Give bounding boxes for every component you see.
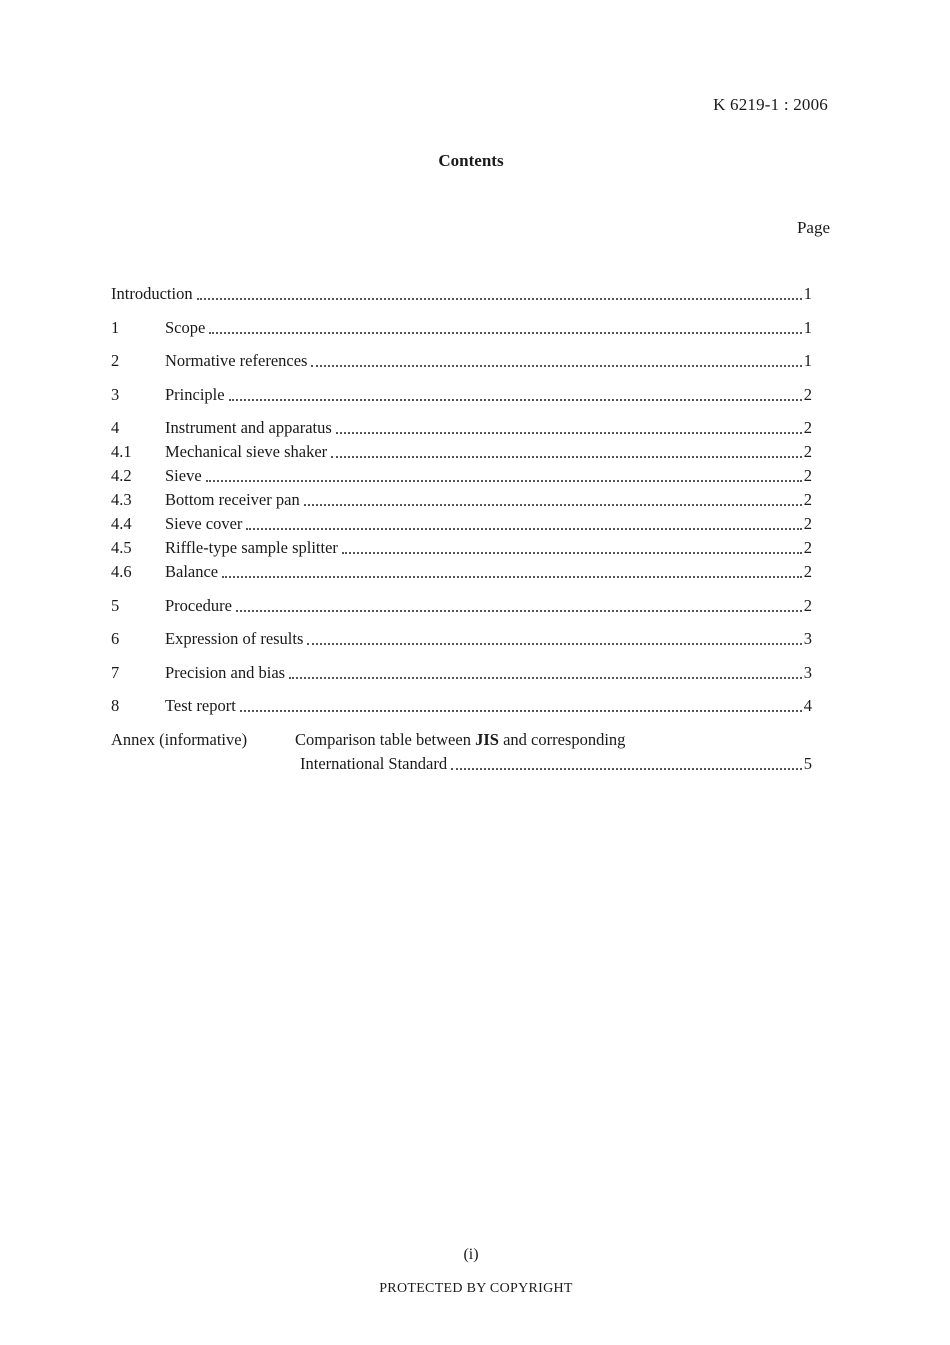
- annex-title: [295, 729, 625, 753]
- dot-leader: [229, 399, 802, 401]
- dot-leader: [236, 610, 802, 612]
- toc-entry-page: 2: [803, 466, 812, 485]
- toc-entry[interactable]: [111, 513, 812, 537]
- dot-leader: [240, 710, 802, 712]
- dot-leader: [307, 643, 801, 645]
- toc-entry-number: 4.3: [111, 490, 132, 509]
- dot-leader: [289, 677, 802, 679]
- toc-entry-page: 1: [803, 351, 812, 370]
- toc-entry-number: 4.6: [111, 562, 132, 581]
- toc-entry-page: 4: [803, 696, 812, 715]
- toc-entry-annex[interactable]: [111, 729, 812, 777]
- toc-entry-title: Expression of results: [165, 629, 304, 648]
- toc-entry-number: 4.1: [111, 442, 132, 461]
- table-of-contents: [111, 283, 812, 777]
- toc-entry[interactable]: [111, 662, 812, 686]
- toc-entry[interactable]: [111, 465, 812, 489]
- toc-entry-page: 1: [803, 317, 812, 337]
- toc-entry-number: 4: [111, 418, 120, 437]
- annex-title-part2: and corresponding: [498, 729, 626, 749]
- dot-leader: [451, 768, 802, 770]
- toc-entry-page: 3: [803, 629, 812, 648]
- page-number: (i): [463, 1246, 479, 1263]
- toc-entry-page: 2: [803, 490, 812, 509]
- toc-entry-introduction[interactable]: [111, 283, 812, 307]
- toc-entry[interactable]: [111, 441, 812, 465]
- toc-entry-page: 5: [803, 753, 812, 773]
- toc-entry-page: 2: [803, 514, 812, 533]
- toc-entry-number: 1: [111, 317, 120, 337]
- toc-entry[interactable]: [111, 695, 812, 719]
- dot-leader: [246, 528, 801, 530]
- toc-entry-page: 2: [803, 442, 812, 461]
- toc-entry-page: 2: [803, 418, 812, 437]
- toc-entry-title: Principle: [165, 384, 225, 404]
- dot-leader: [209, 332, 801, 334]
- toc-entry-title: Instrument and apparatus: [165, 418, 332, 437]
- toc-entry-title: Riffle-type sample splitter: [165, 538, 338, 557]
- toc-entry[interactable]: [111, 384, 812, 408]
- annex-label: Annex (informative): [111, 729, 248, 749]
- annex-title-line2: International Standard: [300, 753, 448, 773]
- toc-entry-title: Procedure: [165, 595, 232, 615]
- toc-entry-page: 2: [803, 384, 812, 404]
- toc-entry-page: 2: [803, 538, 812, 557]
- copyright-notice: PROTECTED BY COPYRIGHT: [379, 1281, 573, 1296]
- dot-leader: [331, 456, 802, 458]
- toc-entry-number: 6: [111, 629, 120, 648]
- toc-entry[interactable]: [111, 595, 812, 619]
- toc-entry-number: 8: [111, 696, 120, 715]
- toc-entry-page: 1: [803, 284, 812, 303]
- toc-entry-title: Balance: [165, 562, 219, 581]
- toc-entry[interactable]: [111, 561, 812, 585]
- toc-entry[interactable]: [111, 417, 812, 441]
- toc-entry[interactable]: [111, 350, 812, 374]
- toc-entry-number: 7: [111, 662, 120, 682]
- toc-entry-title: Test report: [165, 696, 236, 715]
- toc-entry-number: 4.5: [111, 538, 132, 557]
- toc-entry-title: Introduction: [111, 284, 193, 303]
- dot-leader: [304, 504, 802, 506]
- toc-entry-page: 2: [803, 562, 812, 581]
- toc-entry[interactable]: [111, 537, 812, 561]
- annex-title-jis: JIS: [475, 729, 499, 749]
- contents-heading: Contents: [438, 151, 504, 170]
- dot-leader: [336, 432, 802, 434]
- toc-entry-title: Precision and bias: [165, 662, 286, 682]
- page-column-label: Page: [796, 218, 830, 237]
- dot-leader: [342, 552, 802, 554]
- toc-entry-title: Sieve: [165, 466, 202, 485]
- toc-entry[interactable]: [111, 317, 812, 341]
- toc-entry[interactable]: [111, 489, 812, 513]
- toc-entry-page: 2: [803, 595, 812, 615]
- toc-entry-number: 4.4: [111, 514, 132, 533]
- dot-leader: [206, 480, 802, 482]
- toc-entry-page: 3: [803, 662, 812, 682]
- toc-entry-title: Bottom receiver pan: [165, 490, 300, 509]
- dot-leader: [311, 365, 801, 367]
- dot-leader: [222, 576, 802, 578]
- toc-entry[interactable]: [111, 628, 812, 652]
- document-id: K 6219-1 : 2006: [713, 95, 828, 114]
- toc-entry-title: Mechanical sieve shaker: [165, 442, 328, 461]
- toc-entry-title: Sieve cover: [165, 514, 243, 533]
- toc-entry-number: 2: [111, 351, 120, 370]
- toc-entry-number: 4.2: [111, 466, 132, 485]
- annex-title-part1: Comparison table between: [295, 729, 476, 749]
- toc-entry-title: Scope: [165, 317, 206, 337]
- toc-entry-number: 3: [111, 384, 120, 404]
- dot-leader: [197, 298, 802, 300]
- toc-entry-number: 5: [111, 595, 120, 615]
- toc-entry-title: Normative references: [165, 351, 308, 370]
